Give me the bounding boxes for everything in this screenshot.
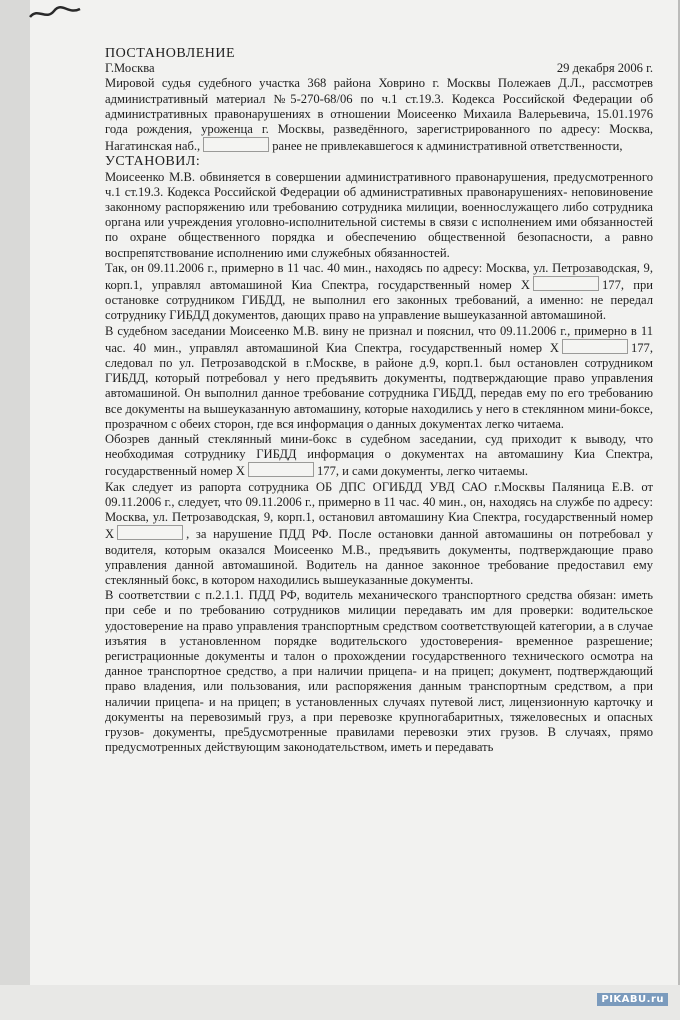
redacted-box (117, 525, 183, 540)
header-line (105, 61, 653, 76)
redacted-box (248, 462, 314, 477)
document-title: ПОСТАНОВЛЕНИЕ (105, 46, 236, 61)
site-watermark: PIKABU.ru (597, 993, 668, 1006)
redacted-box (203, 137, 269, 152)
scan-margin (0, 985, 680, 1020)
paragraph-6: В соответствии с п.2.1.1. ПДД РФ, водитель механического транспортного средства обязан: иметь при себе и по требованию сотрудников милиции передавать им для проверки: водительское удостоверение на право управления транспортным средством соответствующей категории, а в случае изъятия в установленном порядке водительского удостоверения- временное разрешение; регистрационные документы и талон о прохождении государственного технического осмотра на данное транспортное средство, а при наличии прицепа- и на прицеп; документ, подтверждающий право владения, или пользования, или распоряжения данным транспортным средством, а при наличии прицепа- и на прицеп; в установленных случаях путевой лист, лицензионную карточку и документы на перевозимый груз, а при перевозке крупногабаритных, тяжеловесных и опасных грузов- документы, пре5дусмотренные правилами перевозки этих грузов. В случаях, прямо предусмотренных действующим законодательством, иметь и передавать (105, 588, 653, 755)
intro-paragraph: Мировой судья судебного участка 368 района Ховрино г. Москвы Полежаев Д.Л., рассмотрев административный материал №5-270-68/06 по ч.1 ст.19.3. Кодекса Российской Федерации об административных правонарушениях в отношении Моисеенко Михаила Валерьевича, 15.01.1976 года рождения, уроженца г. Москвы, разведённого, зарегистрированного по адресу: Москва, Нагатинская наб., ранее не привлекавшегося к административной ответственности, (105, 76, 653, 154)
document-date: 29 декабря 2006 г. (556, 61, 653, 76)
redacted-box (562, 339, 628, 354)
redacted-box (533, 276, 599, 291)
paragraph-2: Так, он 09.11.2006 г., примерно в 11 час. 40 мин., находясь по адресу: Москва, ул. Петрозаводская, 9, корп.1, управлял автомашиной Киа Спектра, государственный номер Х 177, при остановке сотрудником ГИБДД, не выполнил его законных требований, а именно: не передал сотруднику ГИБДД документов, дающих право на управление вышеуказанной автомашиной. (105, 260, 653, 323)
pen-mark-icon (28, 3, 83, 23)
paragraph-3: В судебном заседании Моисеенко М.В. вину не признал и пояснил, что 09.11.2006 г., примерно в 11 час. 40 мин., управлял автомашиной Киа Спектра, государственный номер Х 177, следовал по ул. Петрозаводской в г.Москве, в районе д.9, корп.1. был остановлен сотрудником ГИБДД, который потребовал у него предъявить документы, подтверждающие право управления автомашиной. Он выполнил данное требование сотрудника ГИБДД, передав ему по его требованию все документы на вышеуказанную автомашину, которые находились у него в стеклянном мини-боксе, прозрачном с обеих сторон, где вся информация о данных документах легко читаема. (105, 323, 653, 431)
paragraph-1: Моисеенко М.В. обвиняется в совершении административного правонарушения, предусмотренного ч.1 ст.19.3. Кодекса Российской Федерации об административных правонарушениях- неповиновение законному распоряжению или требованию сотрудника милиции, военнослужащего либо сотрудника органа или учреждения уголовно-исполнительной системы в связи с исполнением ими обязанностей по охране общественного порядка и обеспечению общественной безопасности, а равно воспрепятствование исполнению ими служебных обязанностей. (105, 169, 653, 260)
paragraph-4: Обозрев данный стеклянный мини-бокс в судебном заседании, суд приходит к выводу, что необходимая сотруднику ГИБДД информация о документах на автомашину Киа Спектра, государственный номер Х 177, и сами документы, легко читаемы. (105, 432, 653, 479)
section-heading: УСТАНОВИЛ: (105, 154, 201, 170)
paragraph-5: Как следует из рапорта сотрудника ОБ ДПС ОГИБДД УВД САО г.Москвы Паляница Е.В. от 09.11.2006 г., следует, что 09.11.2006 г., примерно в 11 час. 40 мин., он, находясь на службе по адресу: Москва, ул. Петрозаводская, 9, корп.1, остановил автомашину Киа Спектра, государственный номер Х , за нарушение ПДД РФ. После остановки данной автомашины он потребовал у водителя, которым оказался Моисеенко М.В., предъявить документы, подтверждающие право управления данной автомашиной. Водитель на данное законное требование предоставил ему стеклянный бокс, в котором находились вышеуказанные документы. (105, 479, 653, 587)
city: Г.Москва (105, 61, 155, 76)
document-body (105, 46, 653, 755)
